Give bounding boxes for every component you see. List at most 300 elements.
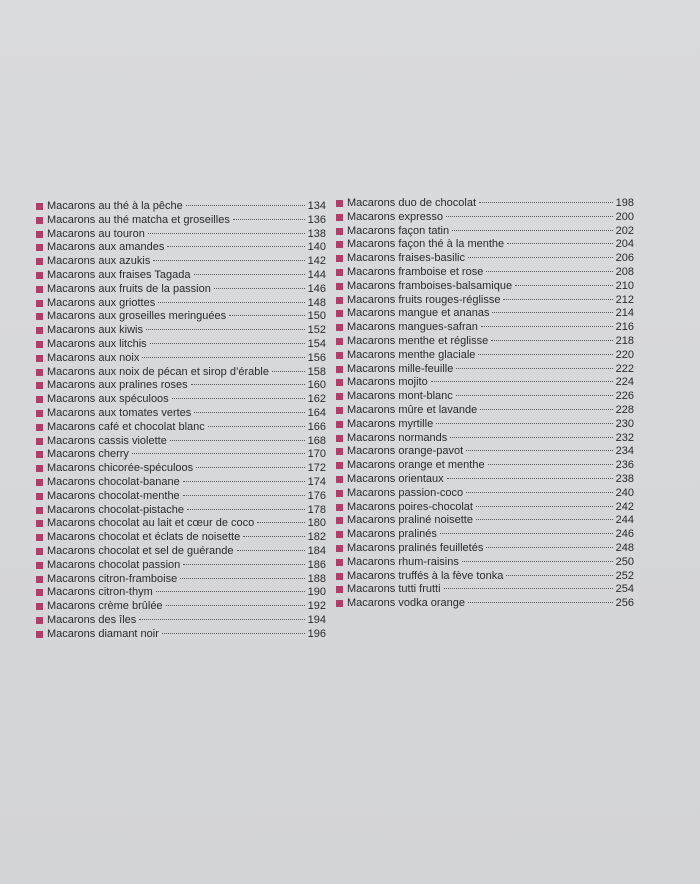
dot-leader [468, 602, 613, 603]
toc-entry-title: Macarons diamant noir [47, 627, 159, 640]
square-bullet-icon [336, 241, 343, 248]
square-bullet-icon [336, 559, 343, 566]
dot-leader [229, 315, 304, 316]
dot-leader [444, 588, 613, 589]
toc-entry-page-number: 166 [307, 420, 326, 433]
toc-entry-title: Macarons crème brûlée [47, 600, 163, 613]
dot-leader [194, 274, 305, 275]
dot-leader [466, 450, 612, 451]
square-bullet-icon [36, 244, 43, 251]
square-bullet-icon [336, 476, 343, 483]
toc-entry-page-number: 198 [615, 197, 634, 209]
square-bullet-icon [336, 421, 343, 428]
toc-entry-title: Macarons cherry [47, 448, 129, 461]
toc-entry [36, 586, 326, 600]
square-bullet-icon [36, 534, 43, 541]
toc-entry [336, 459, 634, 473]
square-bullet-icon [336, 531, 343, 538]
square-bullet-icon [336, 214, 343, 221]
toc-entry [36, 490, 326, 504]
toc-entry-page-number: 174 [307, 475, 326, 488]
toc-entry-page-number: 220 [615, 348, 634, 361]
toc-entry-page-number: 248 [615, 541, 634, 554]
toc-entry-title: Macarons chicorée-spéculoos [47, 462, 194, 475]
dot-leader [162, 633, 305, 634]
toc-entry [336, 238, 634, 252]
square-bullet-icon [336, 324, 343, 331]
dot-leader [194, 412, 304, 413]
square-bullet-icon [336, 545, 343, 552]
toc-entry-title: Macarons aux fraises Tagada [47, 268, 191, 281]
toc-entry-page-number: 136 [307, 213, 326, 226]
toc-entry-title: Macarons framboise et rose [347, 265, 484, 278]
square-bullet-icon [36, 327, 43, 334]
toc-entry-title: Macarons au touron [47, 227, 145, 240]
toc-entry-title: Macarons chocolat-pistache [47, 503, 184, 516]
toc-entry-title: Macarons au thé à la pêche [47, 200, 183, 212]
toc-entry [336, 542, 634, 556]
toc-entry [336, 432, 634, 446]
square-bullet-icon [336, 517, 343, 524]
toc-entry-title: Macarons citron-framboise [47, 572, 178, 585]
dot-leader [506, 575, 612, 576]
toc-entry-page-number: 176 [307, 489, 326, 502]
toc-entry-title: Macarons aux kiwis [47, 324, 143, 337]
square-bullet-icon [336, 448, 343, 455]
toc-entry [336, 225, 634, 239]
square-bullet-icon [36, 438, 43, 445]
toc-entry [336, 321, 634, 335]
dot-leader [479, 202, 613, 203]
dot-leader [214, 288, 305, 289]
toc-entry [36, 448, 326, 462]
dot-leader [436, 423, 612, 424]
toc-entry-page-number: 196 [307, 627, 326, 640]
toc-entry [36, 310, 326, 324]
toc-entry-title: Macarons praliné noisette [347, 514, 473, 527]
dot-leader [150, 343, 305, 344]
toc-entry-title: Macarons cassis violette [47, 434, 167, 447]
toc-entry-title: Macarons aux tomates vertes [47, 406, 192, 419]
square-bullet-icon [336, 490, 343, 497]
square-bullet-icon [336, 504, 343, 511]
toc-entry [336, 404, 634, 418]
dot-leader [492, 312, 612, 313]
dot-leader [139, 619, 304, 620]
toc-entry-page-number: 228 [615, 403, 634, 416]
toc-entry [36, 573, 326, 587]
toc-entry-page-number: 256 [615, 597, 634, 610]
square-bullet-icon [36, 576, 43, 583]
toc-entry-title: Macarons aux groseilles meringuées [47, 310, 227, 323]
toc-entry-page-number: 222 [615, 362, 634, 375]
dot-leader [187, 509, 305, 510]
square-bullet-icon [36, 203, 43, 210]
toc-entry-page-number: 252 [615, 569, 634, 582]
toc-entry-page-number: 246 [615, 528, 634, 541]
toc-entry-title: Macarons expresso [347, 210, 443, 223]
toc-entry-page-number: 148 [307, 296, 326, 309]
dot-leader [132, 453, 305, 454]
square-bullet-icon [36, 396, 43, 403]
dot-leader [257, 522, 304, 523]
square-bullet-icon [36, 410, 43, 417]
toc-entry [36, 241, 326, 255]
toc-entry [336, 445, 634, 459]
toc-entry-title: Macarons aux fruits de la passion [47, 282, 211, 295]
toc-entry [36, 283, 326, 297]
toc-entry-page-number: 164 [307, 406, 326, 419]
toc-entry-title: Macarons citron-thym [47, 586, 153, 599]
toc-entry-title: Macarons aux amandes [47, 241, 165, 254]
toc-entry [36, 255, 326, 269]
dot-leader [452, 230, 613, 231]
dot-leader [153, 260, 304, 261]
toc-entry-page-number: 194 [307, 613, 326, 626]
toc-entry [336, 280, 634, 294]
toc-entry-page-number: 160 [307, 379, 326, 392]
toc-entry-title: Macarons mangue et ananas [347, 307, 490, 320]
toc-entry [36, 628, 326, 642]
toc-entry-title: Macarons orange et menthe [347, 459, 485, 472]
square-bullet-icon [36, 300, 43, 307]
toc-entry-title: Macarons duo de chocolat [347, 197, 477, 209]
toc-entry [36, 559, 326, 573]
dot-leader [468, 257, 613, 258]
toc-column-right [336, 197, 634, 611]
square-bullet-icon [336, 366, 343, 373]
toc-entry [336, 349, 634, 363]
dot-leader [167, 246, 304, 247]
square-bullet-icon [336, 269, 343, 276]
toc-entry [36, 600, 326, 614]
dot-leader [156, 591, 305, 592]
toc-entry-page-number: 178 [307, 503, 326, 516]
toc-entry [36, 407, 326, 421]
dot-leader [478, 354, 612, 355]
toc-entry-page-number: 254 [615, 583, 634, 596]
square-bullet-icon [336, 600, 343, 607]
toc-entry-page-number: 202 [615, 224, 634, 237]
toc-entry [336, 376, 634, 390]
toc-entry [336, 418, 634, 432]
dot-leader [446, 216, 613, 217]
square-bullet-icon [36, 286, 43, 293]
square-bullet-icon [36, 603, 43, 610]
toc-entry-title: Macarons aux azukis [47, 255, 151, 268]
square-bullet-icon [36, 465, 43, 472]
toc-entry-page-number: 204 [615, 238, 634, 251]
toc-entry [336, 266, 634, 280]
toc-entry [36, 393, 326, 407]
dot-leader [233, 219, 305, 220]
toc-entry [36, 379, 326, 393]
toc-entry [36, 517, 326, 531]
toc-entry [336, 514, 634, 528]
dot-leader [515, 285, 613, 286]
toc-entry-page-number: 242 [615, 500, 634, 513]
toc-entry [336, 528, 634, 542]
square-bullet-icon [36, 217, 43, 224]
square-bullet-icon [36, 313, 43, 320]
toc-entry-page-number: 162 [307, 393, 326, 406]
toc-entry [36, 324, 326, 338]
square-bullet-icon [36, 231, 43, 238]
square-bullet-icon [336, 338, 343, 345]
toc-entry-page-number: 140 [307, 241, 326, 254]
dot-leader [462, 561, 613, 562]
toc-entry-page-number: 214 [615, 307, 634, 320]
toc-entry [36, 366, 326, 380]
toc-entry-title: Macarons chocolat et éclats de noisette [47, 531, 241, 544]
toc-entry [36, 476, 326, 490]
dot-leader [237, 550, 305, 551]
dot-leader [503, 299, 612, 300]
toc-entry-title: Macarons pralinés feuilletés [347, 541, 484, 554]
toc-entry [336, 294, 634, 308]
square-bullet-icon [36, 507, 43, 514]
toc-entry-title: Macarons façon tatin [347, 224, 450, 237]
toc-entry-title: Macarons mojito [347, 376, 428, 389]
dot-leader [170, 440, 305, 441]
square-bullet-icon [336, 573, 343, 580]
square-bullet-icon [336, 379, 343, 386]
toc-entry [36, 421, 326, 435]
dot-leader [466, 492, 612, 493]
dot-leader [486, 271, 612, 272]
dot-leader [183, 481, 305, 482]
square-bullet-icon [336, 297, 343, 304]
toc-entry-page-number: 210 [615, 279, 634, 292]
toc-entry [336, 197, 634, 211]
toc-entry-page-number: 238 [615, 472, 634, 485]
toc-entry [36, 462, 326, 476]
toc-entry [336, 335, 634, 349]
square-bullet-icon [36, 424, 43, 431]
toc-entry [36, 214, 326, 228]
toc-entry-page-number: 208 [615, 265, 634, 278]
toc-entry-title: Macarons chocolat passion [47, 558, 181, 571]
square-bullet-icon [336, 255, 343, 262]
toc-entry-page-number: 244 [615, 514, 634, 527]
toc-entry-page-number: 138 [307, 227, 326, 240]
toc-entry-page-number: 230 [615, 417, 634, 430]
toc-entry [336, 583, 634, 597]
square-bullet-icon [36, 493, 43, 500]
square-bullet-icon [36, 272, 43, 279]
square-bullet-icon [36, 382, 43, 389]
toc-entry-title: Macarons mont-blanc [347, 390, 453, 403]
dot-leader [186, 205, 305, 206]
toc-entry-title: Macarons poires-chocolat [347, 500, 473, 513]
toc-entry [336, 252, 634, 266]
toc-entry-title: Macarons normands [347, 431, 448, 444]
square-bullet-icon [36, 341, 43, 348]
toc-entry-page-number: 144 [307, 268, 326, 281]
toc-entry-page-number: 146 [307, 282, 326, 295]
square-bullet-icon [336, 586, 343, 593]
toc-entry-page-number: 172 [307, 462, 326, 475]
toc-entry-page-number: 180 [307, 517, 326, 530]
dot-leader [481, 326, 613, 327]
toc-entry [336, 211, 634, 225]
toc-entry-title: Macarons fraises-basilic [347, 252, 465, 265]
dot-leader [447, 478, 613, 479]
toc-entry-title: Macarons chocolat-menthe [47, 489, 180, 502]
dot-leader [440, 533, 613, 534]
dot-leader [166, 605, 305, 606]
square-bullet-icon [36, 562, 43, 569]
dot-leader [243, 536, 304, 537]
square-bullet-icon [336, 228, 343, 235]
toc-entry-page-number: 226 [615, 390, 634, 403]
dot-leader [480, 409, 612, 410]
square-bullet-icon [36, 451, 43, 458]
toc-entry-page-number: 182 [307, 531, 326, 544]
toc-entry-title: Macarons rhum-raisins [347, 555, 459, 568]
toc-entry [336, 556, 634, 570]
toc-entry-page-number: 234 [615, 445, 634, 458]
toc-entry-title: Macarons aux litchis [47, 337, 147, 350]
toc-entry [36, 614, 326, 628]
toc-entry-page-number: 216 [615, 321, 634, 334]
toc-entry-title: Macarons des îles [47, 613, 137, 626]
toc-entry [336, 307, 634, 321]
toc-entry [36, 545, 326, 559]
dot-leader [208, 426, 305, 427]
toc-entry-page-number: 190 [307, 586, 326, 599]
dot-leader [191, 384, 305, 385]
toc-column-left [36, 200, 326, 642]
toc-entry-title: Macarons menthe glaciale [347, 348, 476, 361]
square-bullet-icon [336, 310, 343, 317]
toc-entry [336, 363, 634, 377]
toc-entry [36, 297, 326, 311]
toc-entry-title: Macarons chocolat et sel de guérande [47, 544, 234, 557]
square-bullet-icon [36, 548, 43, 555]
dot-leader [476, 506, 613, 507]
dot-leader [488, 464, 613, 465]
toc-entry-page-number: 206 [615, 252, 634, 265]
toc-entry-page-number: 184 [307, 544, 326, 557]
square-bullet-icon [36, 258, 43, 265]
square-bullet-icon [336, 462, 343, 469]
toc-entry-title: Macarons myrtille [347, 417, 434, 430]
dot-leader [491, 340, 612, 341]
toc-entry-title: Macarons café et chocolat blanc [47, 420, 205, 433]
toc-entry-title: Macarons orange-pavot [347, 445, 464, 458]
toc-entry-page-number: 142 [307, 255, 326, 268]
toc-entry-page-number: 218 [615, 334, 634, 347]
square-bullet-icon [336, 435, 343, 442]
toc-entry-title: Macarons aux pralines roses [47, 379, 188, 392]
toc-entry-title: Macarons fruits rouges-réglisse [347, 293, 501, 306]
square-bullet-icon [336, 393, 343, 400]
dot-leader [183, 564, 304, 565]
toc-entry-page-number: 212 [615, 293, 634, 306]
toc-entry [36, 338, 326, 352]
toc-entry [336, 597, 634, 611]
toc-entry [336, 501, 634, 515]
toc-entry [36, 531, 326, 545]
square-bullet-icon [36, 589, 43, 596]
toc-entry [36, 228, 326, 242]
toc-entry-page-number: 152 [307, 324, 326, 337]
dot-leader [450, 437, 612, 438]
toc-entry-title: Macarons framboises-balsamique [347, 279, 513, 292]
toc-entry-title: Macarons au thé matcha et groseilles [47, 213, 230, 226]
square-bullet-icon [336, 200, 343, 207]
dot-leader [476, 519, 613, 520]
toc-entry-title: Macarons aux noix de pécan et sirop d’érable [47, 365, 269, 378]
toc-entry-title: Macarons façon thé à la menthe [347, 238, 505, 251]
toc-entry-page-number: 200 [615, 210, 634, 223]
toc-entry-title: Macarons orientaux [347, 472, 444, 485]
toc-entry [36, 435, 326, 449]
toc-entry-page-number: 232 [615, 431, 634, 444]
dot-leader [148, 233, 305, 234]
toc-entry-title: Macarons vodka orange [347, 597, 466, 610]
toc-entry-page-number: 156 [307, 351, 326, 364]
toc-entry [36, 200, 326, 214]
dot-leader [142, 357, 304, 358]
toc-entry-page-number: 158 [307, 365, 326, 378]
toc-entry-title: Macarons tutti frutti [347, 583, 441, 596]
toc-entry-page-number: 186 [307, 558, 326, 571]
toc-entry-title: Macarons passion-coco [347, 486, 464, 499]
toc-entry-page-number: 150 [307, 310, 326, 323]
square-bullet-icon [336, 352, 343, 359]
square-bullet-icon [36, 479, 43, 486]
square-bullet-icon [36, 355, 43, 362]
dot-leader [172, 398, 305, 399]
toc-entry [336, 570, 634, 584]
dot-leader [272, 371, 305, 372]
dot-leader [183, 495, 305, 496]
toc-entry [336, 487, 634, 501]
toc-entry [36, 504, 326, 518]
dot-leader [180, 578, 304, 579]
toc-entry-title: Macarons aux spéculoos [47, 393, 169, 406]
toc-entry [336, 390, 634, 404]
toc-entry-page-number: 224 [615, 376, 634, 389]
toc-entry-page-number: 134 [307, 200, 326, 212]
toc-entry [336, 473, 634, 487]
dot-leader [146, 329, 305, 330]
square-bullet-icon [336, 407, 343, 414]
toc-entry-page-number: 188 [307, 572, 326, 585]
toc-entry-title: Macarons aux noix [47, 351, 140, 364]
toc-entry-page-number: 240 [615, 486, 634, 499]
square-bullet-icon [36, 369, 43, 376]
toc-entry-title: Macarons truffés à la fève tonka [347, 569, 504, 582]
dot-leader [456, 368, 612, 369]
toc-entry-page-number: 154 [307, 337, 326, 350]
square-bullet-icon [36, 631, 43, 638]
toc-entry-title: Macarons mûre et lavande [347, 403, 478, 416]
square-bullet-icon [36, 617, 43, 624]
dot-leader [431, 381, 613, 382]
dot-leader [456, 395, 613, 396]
dot-leader [158, 302, 304, 303]
dot-leader [507, 243, 612, 244]
toc-entry-page-number: 236 [615, 459, 634, 472]
dot-leader [486, 547, 612, 548]
toc-entry [36, 269, 326, 283]
toc-entry-title: Macarons mangues-safran [347, 321, 478, 334]
toc-entry-page-number: 250 [615, 555, 634, 568]
toc-entry-title: Macarons chocolat-banane [47, 475, 180, 488]
